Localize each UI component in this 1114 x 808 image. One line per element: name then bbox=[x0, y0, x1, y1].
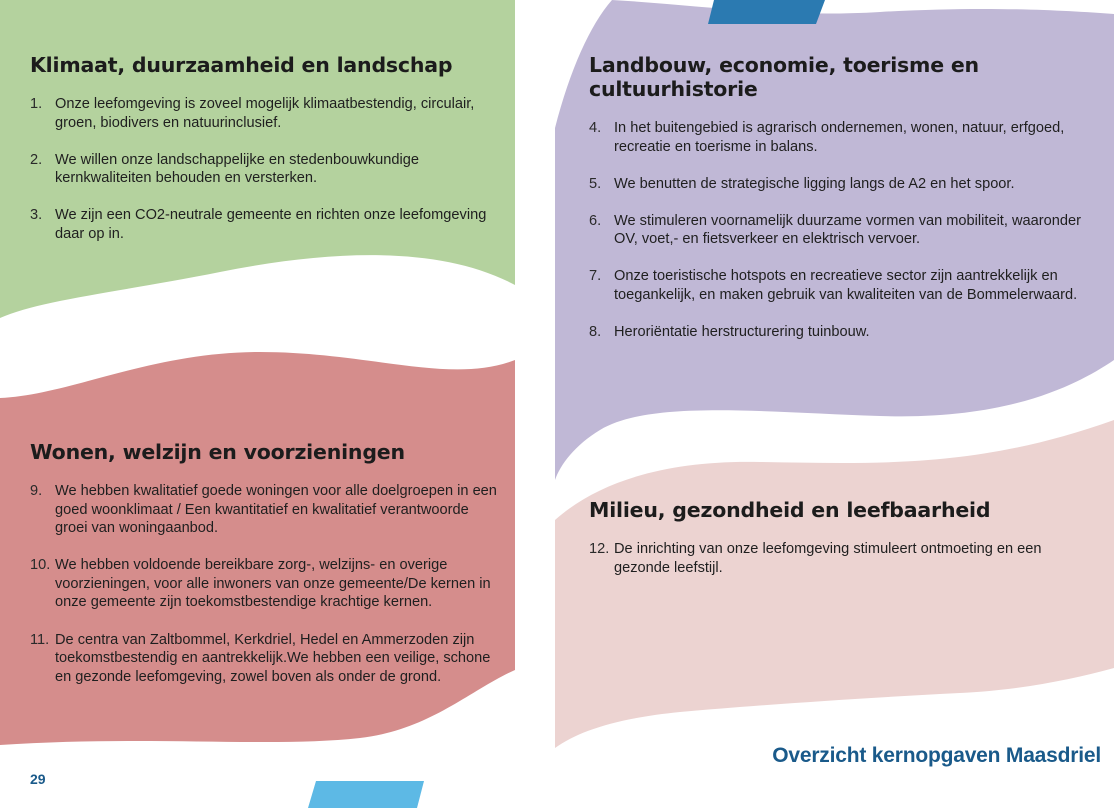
item-text: De inrichting van onze leefomgeving stimuleert ontmoeting en een gezonde leefstijl. bbox=[614, 541, 1042, 576]
list-item bbox=[30, 631, 500, 687]
list-item bbox=[589, 119, 1099, 156]
list-item bbox=[30, 206, 500, 243]
item-text: Onze leefomgeving is zoveel mogelijk klimaatbestendig, circulair, groen, biodivers en natuurinclusief. bbox=[55, 96, 475, 131]
footer-title: Overzicht kernopgaven Maasdriel bbox=[772, 744, 1101, 767]
list-item bbox=[30, 151, 500, 188]
section-wonen bbox=[30, 440, 500, 705]
list-item bbox=[589, 540, 1099, 577]
item-text: We willen onze landschappelijke en stedenbouwkundige kernkwaliteiten behouden en versterken. bbox=[55, 151, 420, 187]
list-item bbox=[30, 95, 500, 132]
section-klimaat bbox=[30, 53, 500, 262]
blue-accent-bottom bbox=[308, 781, 424, 808]
item-number: 10. bbox=[30, 557, 51, 574]
item-text: De centra van Zaltbommel, Kerkdriel, Hedel en Ammerzoden zijn toekomstbestendig en aantrekkelijk.We hebben een veilige, schone en gezonde leefomgeving, zowel boven als onder de grond. bbox=[55, 631, 491, 685]
page-number: 29 bbox=[30, 771, 46, 787]
goal-list bbox=[589, 540, 1099, 577]
blue-accent-top bbox=[708, 0, 825, 24]
item-number: 11. bbox=[30, 631, 50, 648]
item-text: Heroriëntatie herstructurering tuinbouw. bbox=[614, 324, 870, 341]
item-number: 3. bbox=[30, 207, 43, 224]
goal-list bbox=[30, 95, 500, 244]
item-text: In het buitengebied is agrarisch ondernemen, wonen, natuur, erfgoed, recreatie en toerisme in balans. bbox=[614, 120, 1065, 155]
item-number: 7. bbox=[589, 268, 602, 285]
item-text: We hebben voldoende bereikbare zorg-, welzijns- en overige voorzieningen, voor alle inwoners van onze gemeente/De kernen in onze gemeente zijn toekomstbestendige krachtige kernen. bbox=[55, 557, 491, 611]
list-item bbox=[30, 482, 500, 538]
item-number: 2. bbox=[30, 151, 43, 168]
item-text: Onze toeristische hotspots en recreatieve sector zijn aantrekkelijk en toegankelijk, en maken gebruik van kwaliteiten van de Bommelerwaard. bbox=[614, 268, 1078, 304]
item-number: 9. bbox=[30, 483, 43, 499]
list-item bbox=[589, 212, 1099, 249]
item-number: 4. bbox=[589, 120, 602, 136]
section-title: Klimaat, duurzaamheid en landschap bbox=[30, 53, 453, 77]
item-text: We hebben kwalitatief goede woningen voor alle doelgroepen in een goed woonklimaat / Een kwantitatief en kwalitatief verantwoorde groei van woningaanbod. bbox=[55, 483, 497, 537]
item-text: We benutten de strategische ligging langs de A2 en het spoor. bbox=[614, 175, 1015, 192]
list-item bbox=[589, 267, 1099, 304]
item-number: 8. bbox=[589, 324, 602, 341]
item-number: 5. bbox=[589, 175, 602, 192]
section-title: Milieu, gezondheid en leefbaarheid bbox=[589, 498, 991, 522]
list-item bbox=[589, 323, 1099, 342]
list-item bbox=[30, 556, 500, 612]
goal-list bbox=[30, 482, 500, 686]
item-text: We stimuleren voornamelijk duurzame vormen van mobiliteit, waaronder OV, voet,- en fietsverkeer en elektrisch vervoer. bbox=[614, 212, 1081, 248]
goal-list bbox=[589, 119, 1099, 342]
section-landbouw bbox=[589, 53, 1099, 360]
item-text: We zijn een CO2-neutrale gemeente en richten onze leefomgeving daar op in. bbox=[55, 207, 487, 242]
section-title: Wonen, welzijn en voorzieningen bbox=[30, 440, 405, 464]
list-item bbox=[589, 175, 1099, 194]
section-milieu bbox=[589, 498, 1099, 596]
item-number: 12. bbox=[589, 541, 610, 557]
item-number: 1. bbox=[30, 96, 43, 112]
item-number: 6. bbox=[589, 212, 602, 229]
section-title: Landbouw, economie, toerisme en cultuurhistorie bbox=[589, 53, 979, 101]
